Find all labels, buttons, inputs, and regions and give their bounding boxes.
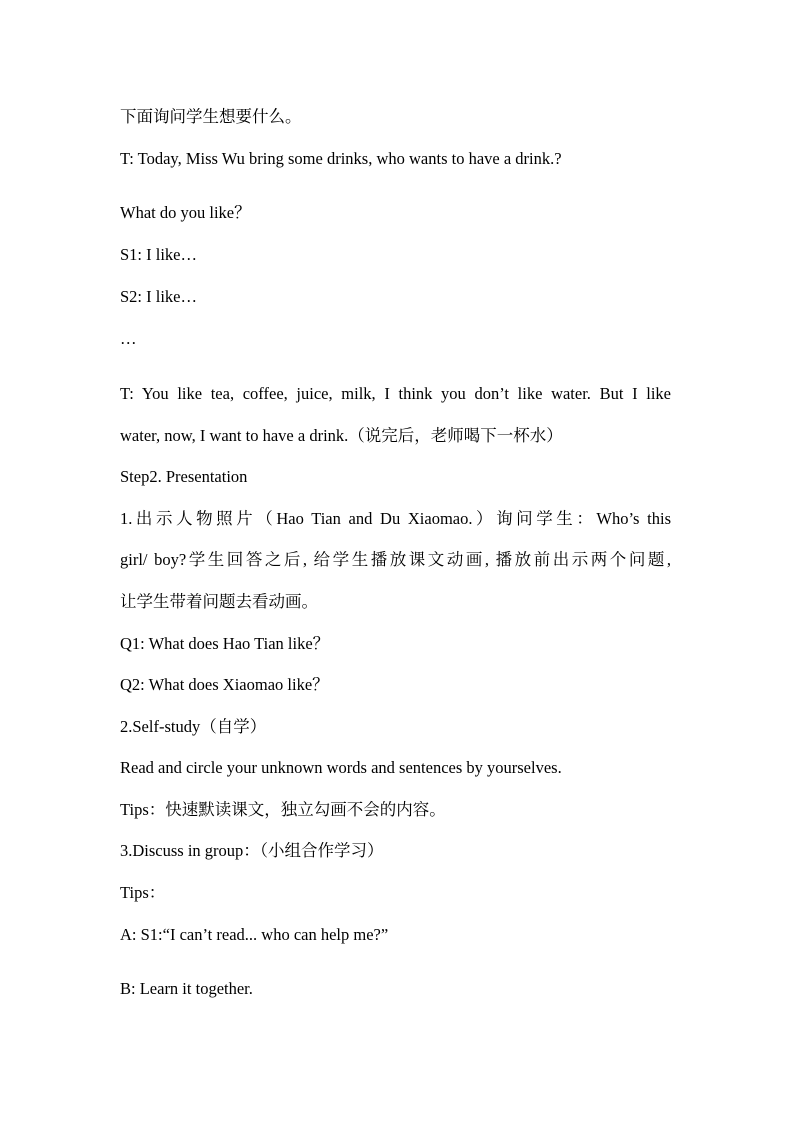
teacher-line: T: Today, Miss Wu bring some drinks, who wants to have a drink.? — [120, 149, 562, 168]
student-line: S1: I like… — [120, 245, 197, 264]
instruction-line: B: Learn it together. — [120, 979, 253, 998]
instruction-line-continued: girl/ boy?学生回答之后, 给学生播放课文动画, 播放前出示两个问题, — [120, 550, 671, 569]
instruction-line-continued: 让学生带着问题去看动画。 — [120, 592, 318, 611]
section-heading: Step2. Presentation — [120, 467, 248, 486]
question-line: What do you like？ — [120, 203, 251, 222]
question-line: Q2: What does Xiaomao like？ — [120, 675, 329, 694]
dialogue-line: A: S1:“I can’t read... who can help me?” — [120, 925, 389, 944]
instruction-line: Read and circle your unknown words and sentences by yourselves. — [120, 758, 562, 777]
question-line: Q1: What does Hao Tian like？ — [120, 634, 330, 653]
teacher-line: T: You like tea, coffee, juice, milk, I think you don’t like water. But I like — [120, 384, 671, 403]
ellipsis-line: … — [120, 329, 137, 348]
subsection-heading: 2.Self-study（自学） — [120, 717, 267, 736]
subsection-heading: 3.Discuss in group：（小组合作学习） — [120, 841, 384, 860]
tips-line: Tips：快速默读课文，独立勾画不会的内容。 — [120, 800, 446, 819]
instruction-line: 1.出示人物照片（Hao Tian and Du Xiaomao.）询问学生：Who’s this — [120, 509, 671, 528]
student-line: S2: I like… — [120, 287, 197, 306]
tips-label: Tips： — [120, 883, 166, 902]
intro-line: 下面询问学生想要什么。 — [120, 107, 302, 126]
teacher-line-continued: water, now, I want to have a drink.（说完后，老师喝下一杯水） — [120, 426, 563, 445]
